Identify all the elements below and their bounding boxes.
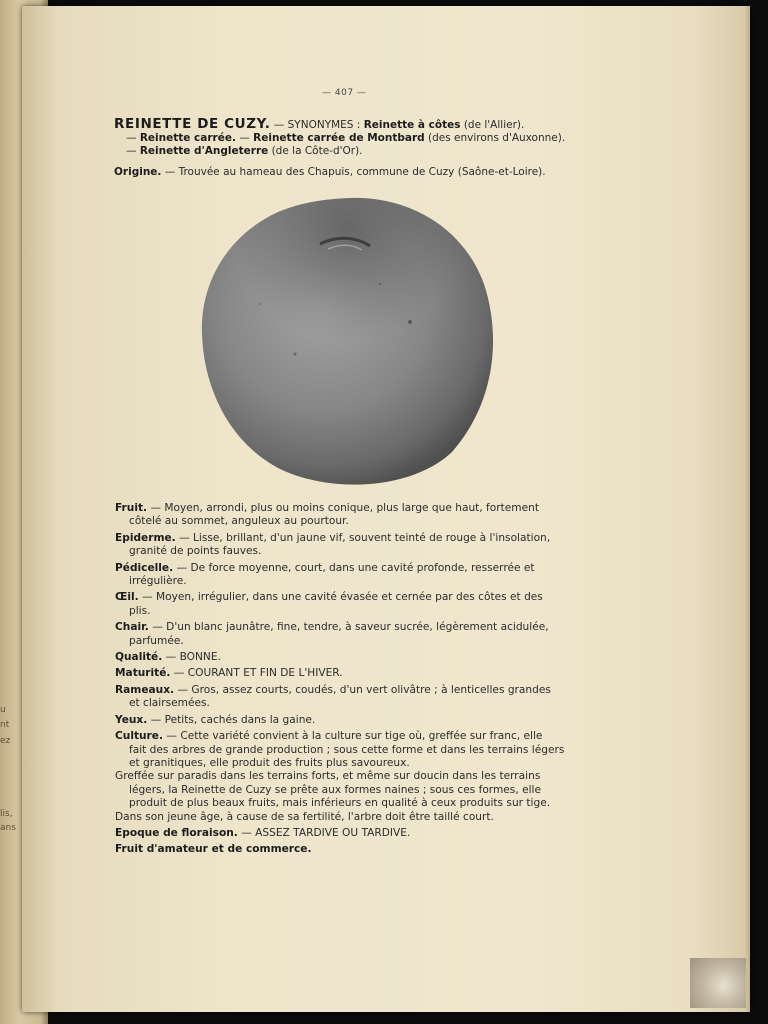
- field-text: granité de points fauves.: [129, 545, 262, 558]
- field-text: Greffée sur paradis dans les terrains forts, et même sur doucin dans les terrains: [115, 770, 541, 783]
- field-label: Chair.: [115, 621, 149, 634]
- apple-photograph: [200, 194, 498, 490]
- entry-maturite: [115, 667, 595, 680]
- synonym-name: Reinette d'Angleterre: [139, 145, 269, 157]
- variety-title: REINETTE DE CUZY.: [114, 116, 271, 132]
- paragraph-jeune-age: [115, 811, 595, 824]
- field-text: — D'un blanc jaunâtre, fine, tendre, à saveur sucrée, légèrement acidulée,: [148, 621, 549, 634]
- entry-fruit: [115, 502, 595, 529]
- entry-qualite: [115, 651, 595, 664]
- field-label: Fruit.: [115, 502, 148, 514]
- entry-chair: [115, 621, 595, 648]
- synonym-note: (de la Côte-d'Or).: [268, 145, 363, 157]
- field-text: — De force moyenne, court, dans une cavité profonde, resserrée et: [173, 561, 535, 574]
- field-text: et granitiques, elle produit des fruits plus savoureux.: [129, 756, 410, 769]
- entry-epiderme: [115, 532, 595, 559]
- header-line-1: [114, 118, 594, 132]
- page-number: — 407 —: [322, 88, 367, 98]
- left-page-fragment: ans: [0, 823, 16, 833]
- origin-line: [114, 166, 594, 179]
- left-page-fragment: u: [0, 705, 6, 715]
- paragraph-greffee: [115, 770, 595, 810]
- header-line-2: [114, 132, 594, 145]
- field-label: Rameaux.: [115, 683, 175, 696]
- dash: —: [239, 132, 254, 144]
- field-label: Maturité.: [115, 667, 171, 680]
- field-label: Epiderme.: [115, 531, 176, 544]
- entry-epoque-floraison: [115, 827, 595, 840]
- field-label: Qualité.: [115, 651, 163, 664]
- field-text: — Moyen, arrondi, plus ou moins conique, plus large que haut, fortement: [147, 502, 540, 514]
- page-edge: [744, 6, 750, 1012]
- left-page-fragment: lis,: [0, 809, 13, 819]
- field-text: — Cette variété convient à la culture sur tige où, greffée sur franc, elle: [163, 730, 543, 743]
- field-label: Yeux.: [115, 713, 148, 726]
- entry-fruit-amateur: [115, 843, 595, 856]
- field-text: — Lisse, brillant, d'un jaune vif, souvent teinté de rouge à l'insolation,: [175, 531, 551, 544]
- field-text: — ASSEZ TARDIVE OU TARDIVE.: [237, 826, 411, 839]
- field-text: — BONNE.: [162, 651, 221, 664]
- field-text: fait des arbres de grande production ; sous cette forme et dans les terrains légers: [129, 743, 565, 756]
- field-text: — COURANT ET FIN DE L'HIVER.: [170, 667, 343, 680]
- field-text: Dans son jeune âge, à cause de sa fertilité, l'arbre doit être taillé court.: [115, 810, 494, 823]
- entry-header: [114, 118, 594, 179]
- field-text: produit de plus beaux fruits, mais inférieurs en qualité à ceux produits sur tige.: [129, 797, 551, 810]
- synonym-note: (de l'Allier).: [460, 119, 525, 131]
- entry-oeil: [115, 591, 595, 618]
- field-text: parfumée.: [129, 634, 184, 647]
- header-line-3: [114, 145, 594, 158]
- left-page-fragment: ez: [0, 736, 11, 746]
- book-page: [22, 6, 750, 1012]
- field-text: — Gros, assez courts, coudés, d'un vert olivâtre ; à lenticelles grandes: [174, 683, 551, 696]
- synonym-name: Reinette à côtes: [363, 119, 461, 131]
- field-text: et clairsemées.: [129, 697, 210, 710]
- origin-label: Origine.: [114, 166, 162, 178]
- field-label: Epoque de floraison.: [115, 826, 238, 839]
- field-label: Fruit d'amateur et de commerce.: [115, 843, 312, 856]
- synonym-name: Reinette carrée.: [139, 132, 236, 144]
- synonym-name: Reinette carrée de Montbard: [253, 132, 425, 144]
- entry-yeux: [115, 714, 595, 727]
- left-page-fragment: nt: [0, 720, 10, 730]
- synonymes-intro: — SYNONYMES :: [270, 119, 364, 131]
- synonym-note: (des environs d'Auxonne).: [424, 132, 566, 144]
- field-label: Œil.: [115, 591, 139, 604]
- field-text: — Petits, cachés dans la gaine.: [147, 713, 316, 726]
- field-text: irrégulière.: [129, 575, 187, 588]
- field-label: Culture.: [115, 730, 163, 743]
- dash: —: [126, 145, 140, 157]
- entry-culture: [115, 730, 595, 770]
- field-text: côtelé au sommet, anguleux au pourtour.: [129, 515, 349, 528]
- origin-text: — Trouvée au hameau des Chapuis, commune de Cuzy (Saône-et-Loire).: [161, 166, 546, 178]
- field-text: — Moyen, irrégulier, dans une cavité évasée et cernée par des côtes et des: [138, 591, 543, 604]
- field-text: légers, la Reinette de Cuzy se prête aux formes naines ; sous ces formes, elle: [129, 783, 541, 796]
- entry-rameaux: [115, 684, 595, 711]
- corner-thumbnail: [690, 958, 746, 1008]
- field-label: Pédicelle.: [115, 561, 174, 574]
- variety-description: [115, 502, 595, 860]
- field-text: plis.: [129, 604, 151, 617]
- dash: —: [126, 132, 140, 144]
- entry-pedicelle: [115, 562, 595, 589]
